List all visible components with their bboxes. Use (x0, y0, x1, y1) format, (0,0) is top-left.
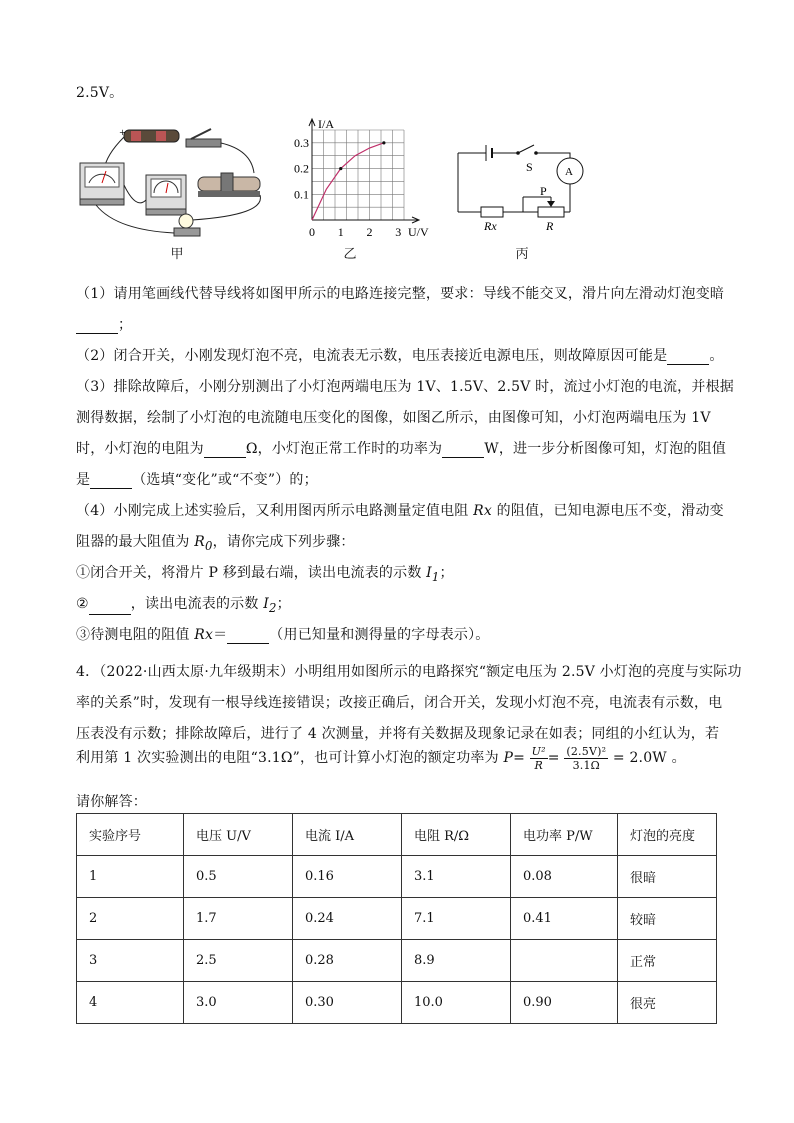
table-cell: 0.90 (511, 982, 618, 1024)
svg-text:+: + (119, 128, 126, 137)
figure-yi-caption: 乙 (343, 247, 357, 262)
table-cell: 7.1 (402, 898, 511, 940)
table-cell: 0.28 (293, 940, 402, 982)
q4-line2: 率的关系”时，发现有一根导线连接错误；改接正确后，闭合开关，发现小灯泡不亮，电流表有示数，电 (76, 695, 723, 711)
table-cell: 0.30 (293, 982, 402, 1024)
q3-step2: ② ，读出电流表的示数 $I_2$； (76, 596, 291, 615)
table-cell: 0.16 (293, 856, 402, 898)
q3-step3: ③待测电阻的阻值 Rx＝ （用已知量和测得量的字母表示）。 (76, 627, 490, 643)
table-cell: 0.41 (511, 898, 618, 940)
q4-prompt: 请你解答： (76, 794, 147, 810)
table-row (77, 898, 717, 940)
data-table (76, 813, 717, 1024)
y-axis-label: I/A (318, 117, 334, 131)
q3-part4-line2: 阻器的最大阻值为 $R_0$，请你完成下列步骤： (76, 534, 355, 553)
table-cell: 较暗 (618, 898, 717, 940)
figure-yi-chart (296, 112, 446, 238)
answer-blank[interactable] (667, 350, 709, 365)
table-cell: 1 (77, 856, 184, 898)
figure-bing-caption: 丙 (515, 247, 529, 262)
table-cell: 0.08 (511, 856, 618, 898)
figure-jia-circuit-photo (76, 125, 266, 240)
x-axis-label: U/V (408, 225, 429, 239)
x-tick-label: 2 (366, 225, 373, 239)
y-tick-label: 0.2 (294, 161, 309, 176)
q3-part3-line2: 测得数据，绘制了小灯泡的电流随电压变化的图像，如图乙所示，由图像可知，小灯泡两端电压为 1V (76, 410, 711, 426)
answer-blank[interactable] (204, 443, 246, 458)
bing-label-rx: Rx (484, 219, 497, 233)
q4-line3: 压表没有示数；排除故障后，进行了 4 次测量，并将有关数据及现象记录在如表；同组的小红认为，若 (76, 726, 720, 742)
table-cell: 0.5 (184, 856, 293, 898)
figure-jia-caption: 甲 (170, 247, 184, 262)
col-header: 电流 I/A (293, 814, 402, 856)
bing-label-p: P (540, 184, 547, 198)
col-header: 实验序号 (77, 814, 184, 856)
q3-part3-line1: （3）排除故障后，小刚分别测出了小灯泡两端电压为 1V、1.5V、2.5V 时，流过小灯泡的电流，并根据 (76, 379, 734, 395)
table-cell: 3.0 (184, 982, 293, 1024)
bing-label-s: S (526, 160, 533, 174)
table-cell: 2.5 (184, 940, 293, 982)
y-tick-label: 0.1 (294, 187, 309, 202)
x-tick-label: 3 (395, 225, 402, 239)
table-row (77, 856, 717, 898)
table-cell[interactable] (511, 940, 618, 982)
q3-part4-line1: （4）小刚完成上述实验后，又利用图丙所示电路测量定值电阻 Rx 的阻值，已知电源电压不变，滑动变 (76, 503, 724, 519)
top-line: 2.5V。 (76, 85, 124, 101)
answer-blank[interactable] (227, 629, 269, 644)
y-tick-label: 0.3 (294, 135, 309, 150)
q3-part3-line4: 是 （选填“变化”或“不变”）的； (76, 472, 318, 488)
q3-part2: （2）闭合开关，小刚发现灯泡不亮，电流表无示数，电压表接近电源电压，则故障原因可能是 。 (76, 348, 724, 364)
power-formula: P= $\frac{\text{U²}}{R}$ = $\frac{\text{(2.5V)²}}{3.1\Omega}$ = 2.0W (503, 744, 667, 772)
q3-step1: ①闭合开关，将滑片 P 移到最右端，读出电流表的示数 $I_1$； (76, 565, 454, 584)
q3-part3-line3: 时，小灯泡的电阻为 Ω，小灯泡正常工作时的功率为 W，进一步分析图像可知，灯泡的阻值 (76, 441, 727, 457)
table-row (77, 940, 717, 982)
x-tick-label: 1 (337, 225, 344, 239)
bing-label-a: A (565, 166, 573, 178)
data-point (382, 141, 385, 144)
answer-blank[interactable] (442, 443, 484, 458)
table-cell: 很亮 (618, 982, 717, 1024)
table-row (77, 982, 717, 1024)
table-cell: 2 (77, 898, 184, 940)
col-header: 电压 U/V (184, 814, 293, 856)
data-point (339, 167, 342, 170)
table-cell: 3 (77, 940, 184, 982)
q4-line1: 4．（2022·山西太原·九年级期末）小明组用如图所示的电路探究“额定电压为 2.5V 小灯泡的亮度与实际功 (76, 664, 742, 680)
q3-part1-answer: ； (76, 314, 132, 334)
table-cell: 3.1 (402, 856, 511, 898)
table-cell: 0.24 (293, 898, 402, 940)
q3-part1: （1）请用笔画线代替导线将如图甲所示的电路连接完整，要求：导线不能交叉，滑片向左滑动灯泡变暗 (76, 286, 725, 302)
col-header: 电阻 R/Ω (402, 814, 511, 856)
answer-blank[interactable] (90, 474, 132, 489)
col-header: 电功率 P/W (511, 814, 618, 856)
figure-bing-circuit-diagram (448, 135, 593, 235)
table-header-row (77, 814, 717, 856)
table-cell: 8.9 (402, 940, 511, 982)
table-cell: 1.7 (184, 898, 293, 940)
table-cell: 4 (77, 982, 184, 1024)
answer-blank[interactable] (76, 319, 118, 334)
table-cell: 很暗 (618, 856, 717, 898)
x-tick-label: 0 (309, 225, 315, 239)
col-header: 灯泡的亮度 (618, 814, 717, 856)
q4-line4: 利用第 1 次实验测出的电阻“3.1Ω”，也可计算小灯泡的额定功率为 P= $\frac{\text{U²}}{R}$ = $\frac{\text{(2.5V)²}}{3.1\Omega}$ = 2.0W 。 (76, 744, 686, 772)
table-cell: 10.0 (402, 982, 511, 1024)
bing-label-r: R (546, 219, 554, 233)
answer-blank[interactable] (89, 600, 131, 615)
table-cell: 正常 (618, 940, 717, 982)
